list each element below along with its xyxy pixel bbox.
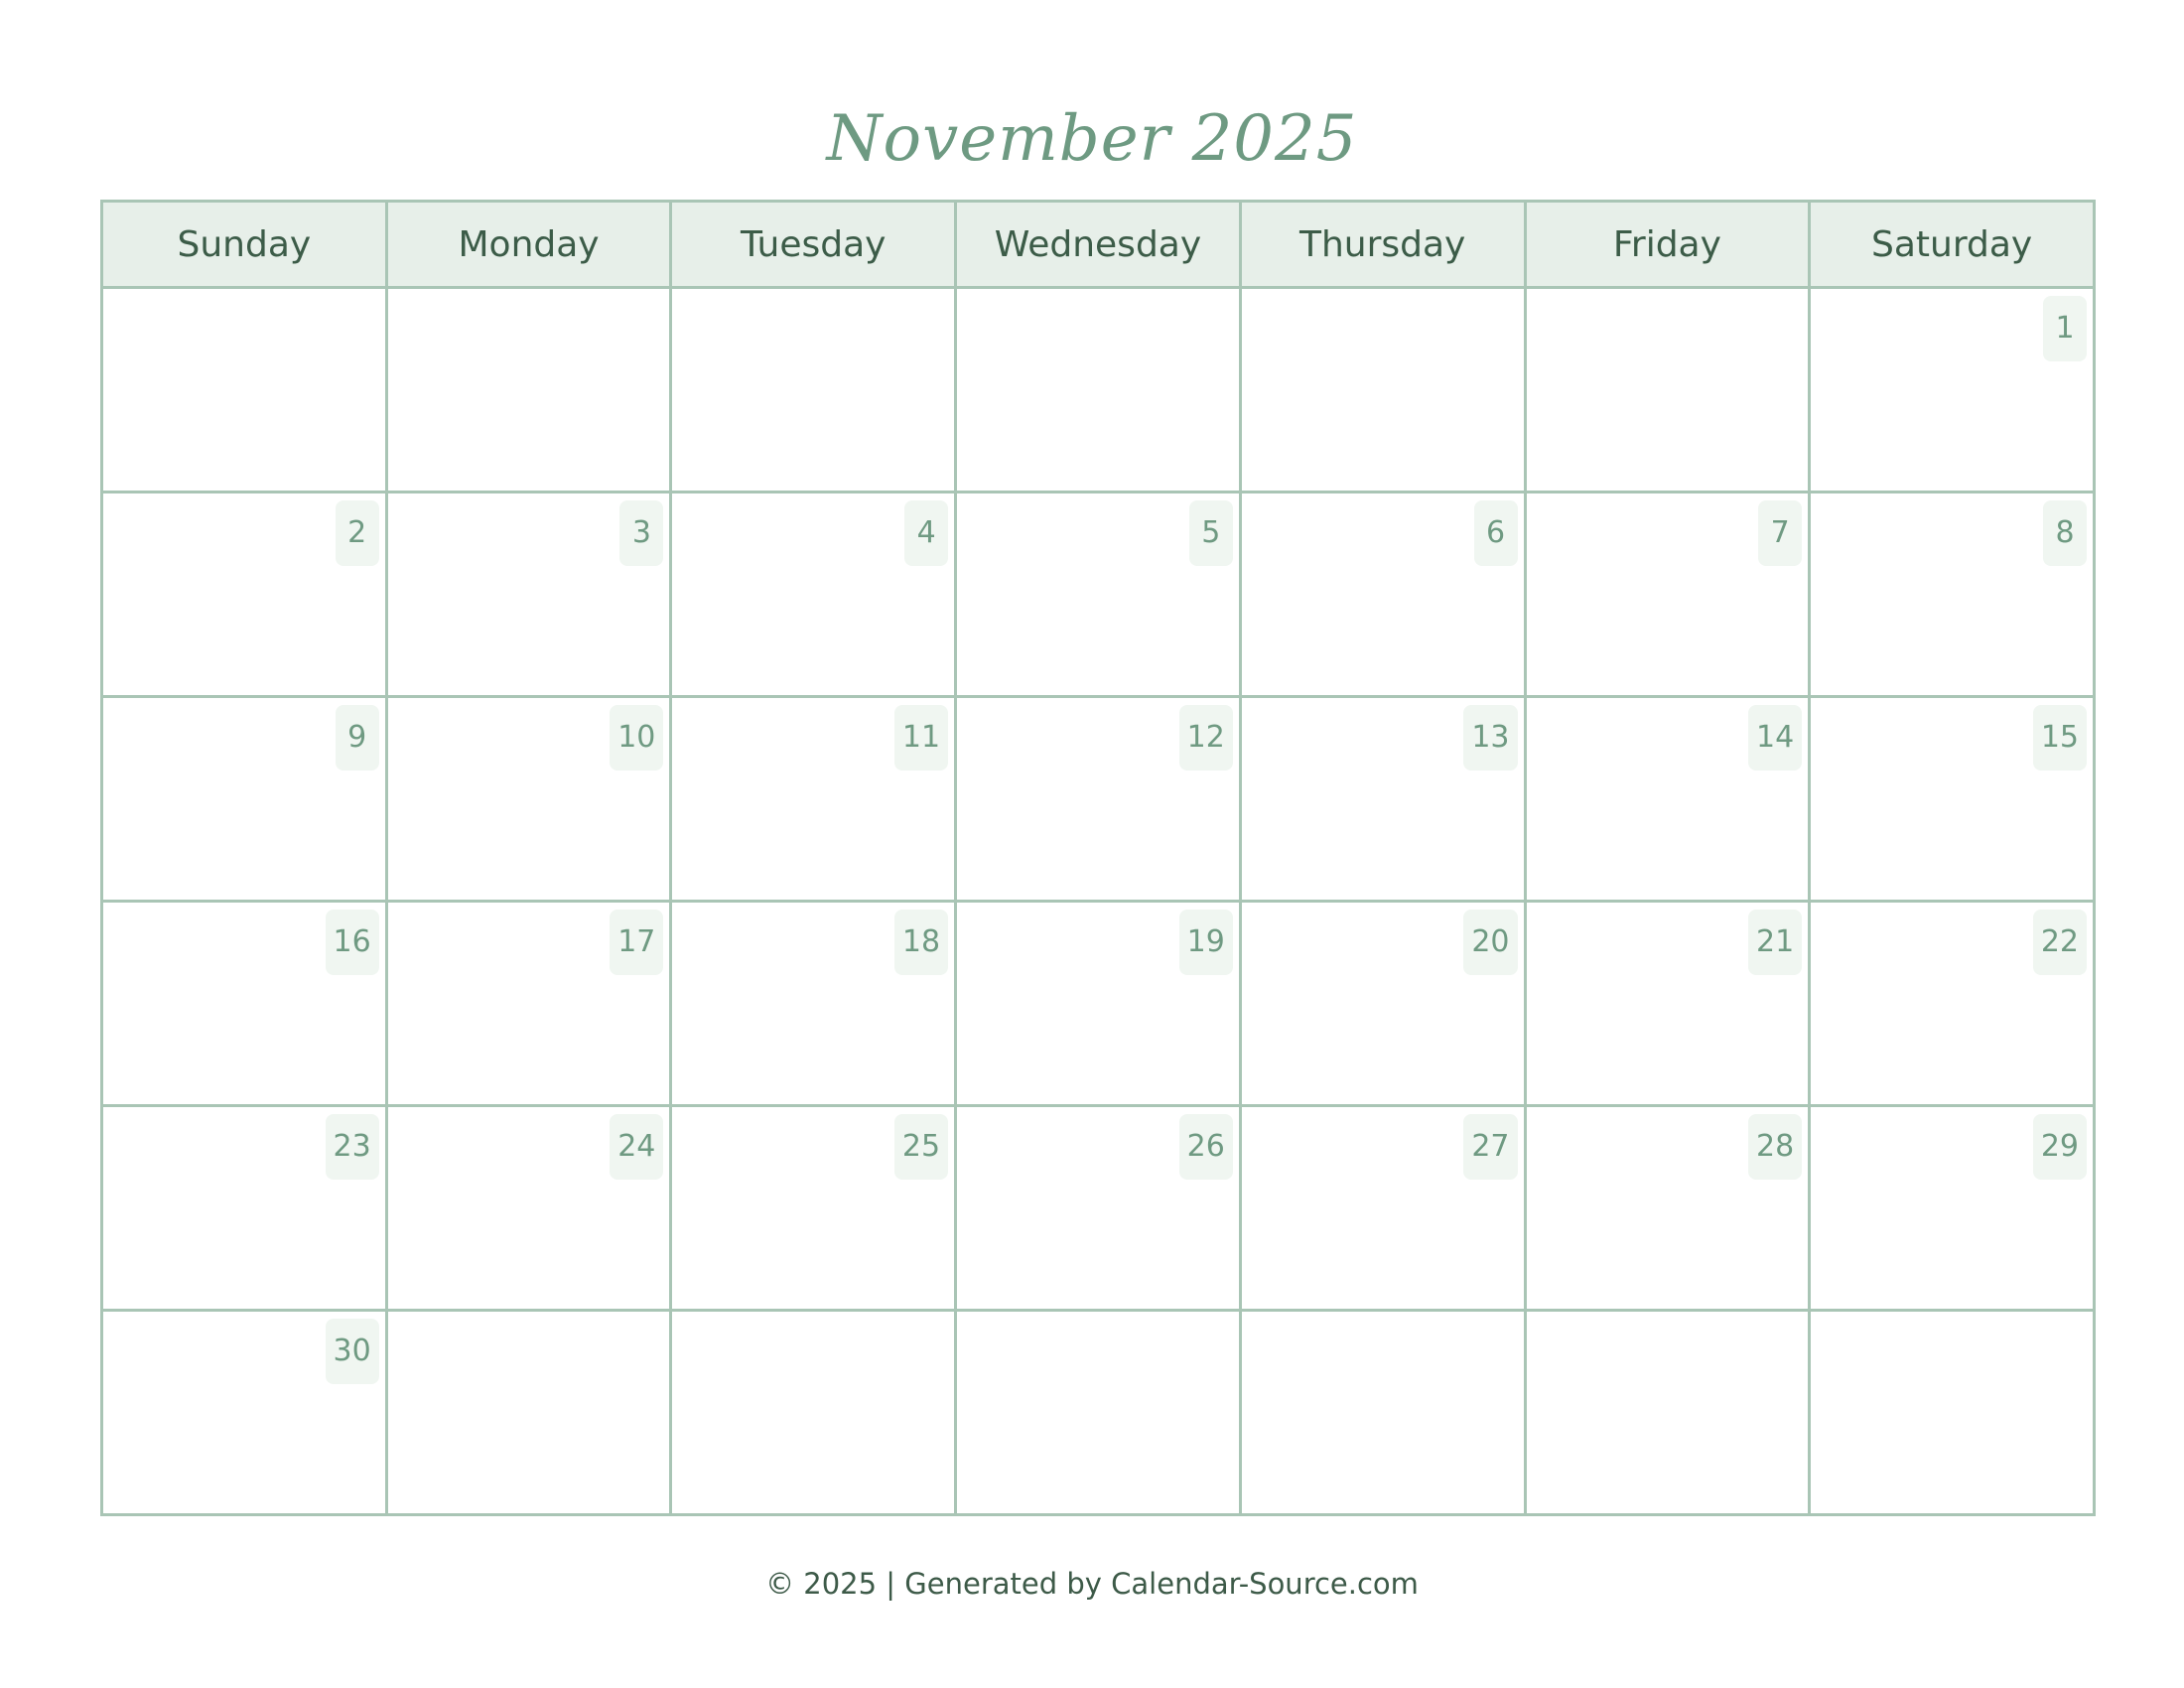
day-cell — [1240, 492, 1525, 697]
day-cell — [102, 697, 387, 902]
day-number: 10 — [610, 705, 663, 771]
day-cell — [1810, 288, 2095, 492]
week-row — [102, 288, 2095, 492]
day-cell — [1525, 288, 1810, 492]
day-number: 7 — [1758, 500, 1802, 566]
day-number: 24 — [610, 1114, 663, 1180]
day-number: 25 — [894, 1114, 948, 1180]
day-cell — [1810, 697, 2095, 902]
day-cell — [1810, 1311, 2095, 1515]
weekday-header: Monday — [386, 202, 671, 288]
weekday-header: Friday — [1525, 202, 1810, 288]
day-cell — [386, 1106, 671, 1311]
week-row — [102, 1106, 2095, 1311]
day-number: 11 — [894, 705, 948, 771]
day-cell — [1240, 902, 1525, 1106]
day-cell — [956, 1106, 1241, 1311]
day-cell — [1810, 902, 2095, 1106]
day-cell — [102, 902, 387, 1106]
day-number: 21 — [1748, 910, 1802, 975]
day-cell — [102, 1106, 387, 1311]
day-cell — [671, 697, 956, 902]
day-number: 9 — [336, 705, 379, 771]
day-number: 17 — [610, 910, 663, 975]
day-cell — [1240, 1106, 1525, 1311]
day-cell — [386, 1311, 671, 1515]
day-cell — [671, 1106, 956, 1311]
day-number: 16 — [326, 910, 379, 975]
day-cell — [386, 288, 671, 492]
day-cell — [956, 288, 1241, 492]
weekday-header: Tuesday — [671, 202, 956, 288]
day-number: 14 — [1748, 705, 1802, 771]
calendar-grid — [100, 200, 2096, 1516]
day-number: 15 — [2033, 705, 2087, 771]
day-cell — [956, 697, 1241, 902]
day-cell — [386, 492, 671, 697]
weekday-header: Thursday — [1240, 202, 1525, 288]
day-cell — [386, 902, 671, 1106]
day-cell — [102, 288, 387, 492]
footer-credit: © 2025 | Generated by Calendar-Source.com — [765, 1567, 1419, 1601]
day-cell — [671, 902, 956, 1106]
day-cell — [386, 697, 671, 902]
day-cell — [1525, 1311, 1810, 1515]
day-cell — [671, 1311, 956, 1515]
day-number: 12 — [1179, 705, 1233, 771]
day-number: 27 — [1463, 1114, 1517, 1180]
week-row — [102, 902, 2095, 1106]
day-number: 22 — [2033, 910, 2087, 975]
day-cell — [1810, 492, 2095, 697]
week-row — [102, 1311, 2095, 1515]
day-cell — [1525, 492, 1810, 697]
day-number: 20 — [1463, 910, 1517, 975]
day-cell — [956, 1311, 1241, 1515]
day-number: 26 — [1179, 1114, 1233, 1180]
day-number: 18 — [894, 910, 948, 975]
day-cell — [102, 1311, 387, 1515]
day-cell — [671, 492, 956, 697]
day-number: 13 — [1463, 705, 1517, 771]
day-number: 4 — [904, 500, 948, 566]
day-number: 5 — [1189, 500, 1233, 566]
day-cell — [1240, 697, 1525, 902]
day-cell — [671, 288, 956, 492]
day-cell — [1525, 697, 1810, 902]
day-number: 6 — [1474, 500, 1518, 566]
day-cell — [102, 492, 387, 697]
calendar-title: November 2025 — [826, 102, 1358, 176]
day-number: 2 — [336, 500, 379, 566]
day-number: 28 — [1748, 1114, 1802, 1180]
week-row — [102, 492, 2095, 697]
week-row — [102, 697, 2095, 902]
day-number: 3 — [619, 500, 663, 566]
day-cell — [1525, 1106, 1810, 1311]
day-cell — [1240, 1311, 1525, 1515]
day-number: 30 — [326, 1319, 379, 1384]
day-number: 29 — [2033, 1114, 2087, 1180]
day-cell — [956, 492, 1241, 697]
day-cell — [956, 902, 1241, 1106]
weekday-header: Saturday — [1810, 202, 2095, 288]
day-number: 1 — [2043, 296, 2087, 361]
day-number: 19 — [1179, 910, 1233, 975]
weekday-header: Sunday — [102, 202, 387, 288]
weekday-header-row — [102, 202, 2095, 288]
day-number: 8 — [2043, 500, 2087, 566]
day-cell — [1810, 1106, 2095, 1311]
weekday-header: Wednesday — [956, 202, 1241, 288]
day-number: 23 — [326, 1114, 379, 1180]
day-cell — [1525, 902, 1810, 1106]
day-cell — [1240, 288, 1525, 492]
